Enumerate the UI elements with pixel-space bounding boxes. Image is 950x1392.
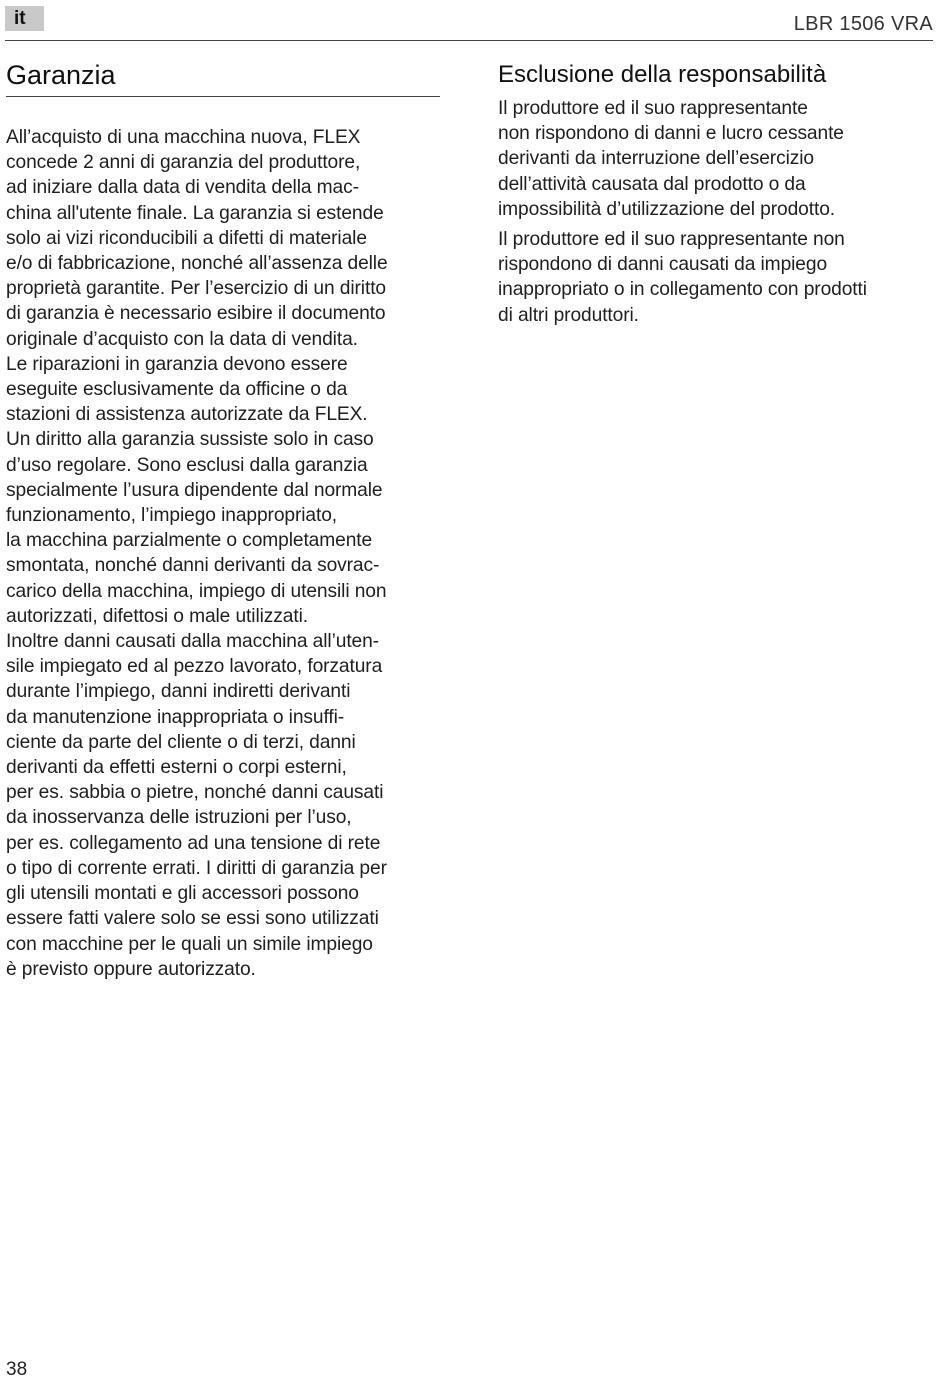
page-number: 38 [6,1359,28,1380]
language-badge: it [5,6,44,31]
liability-heading: Esclusione della responsabilità [498,61,827,88]
liability-paragraph-1: Il produttore ed il suo rappresentante non rispondono di danni e lucro cessante derivanti da interruzione dell’esercizio dell’attività causata dal prodotto o da impossibilità d’utilizzazione del prodotto. [498,98,844,220]
warranty-body: All’acquisto di una macchina nuova, FLEX concede 2 anni di garanzia del produttore, ad iniziare dalla data di vendita della mac- china all'utente finale. La garanzia si estende solo ai vizi riconducibili a difetti di materiale e/o di fabbricazione, nonché all’assenza delle proprietà garantite. Per l’esercizio di un diritto di garanzia è necessario esibire il documento originale d’acquisto con la data di vendita. Le riparazioni in garanzia devono essere eseguite esclusivamente da officine o da stazioni di assistenza autorizzate da FLEX. Un diritto alla garanzia sussiste solo in caso d’uso regolare. Sono esclusi dalla garanzia specialmente l’usura dipendente dal normale funzionamento, l’impiego inappropriato, la macchina parzialmente o completamente smontata, nonché danni derivanti da sovrac- carico della macchina, impiego di utensili non autorizzati, difettosi o male utilizzati. Inoltre danni causati dalla macchina all’uten- sile impiegato ed al pezzo lavorato, forzatura durante l’impiego, danni indiretti derivanti da manutenzione inappropriata o insuffi- ciente da parte del cliente o di terzi, danni derivanti da effetti esterni o corpi esterni, per es. sabbia o pietre, nonché danni causati da inosservanza delle istruzioni per l’uso, per es. collegamento ad una tensione di rete o tipo di corrente errati. I diritti di garanzia per gli utensili montati e gli accessori possono essere fatti valere solo se essi sono utilizzati con macchine per le quali un simile impiego è previsto oppure autorizzato. [6,127,388,980]
liability-paragraph-2: Il produttore ed il suo rappresentante non rispondono di danni causati da impiego inappropriato o in collegamento con prodotti di altri produttori. [498,229,867,326]
liability-column [498,58,938,328]
header-divider [5,40,933,41]
warranty-column [6,58,440,982]
warranty-heading: Garanzia [6,58,440,97]
document-title: LBR 1506 VRA [793,13,933,35]
